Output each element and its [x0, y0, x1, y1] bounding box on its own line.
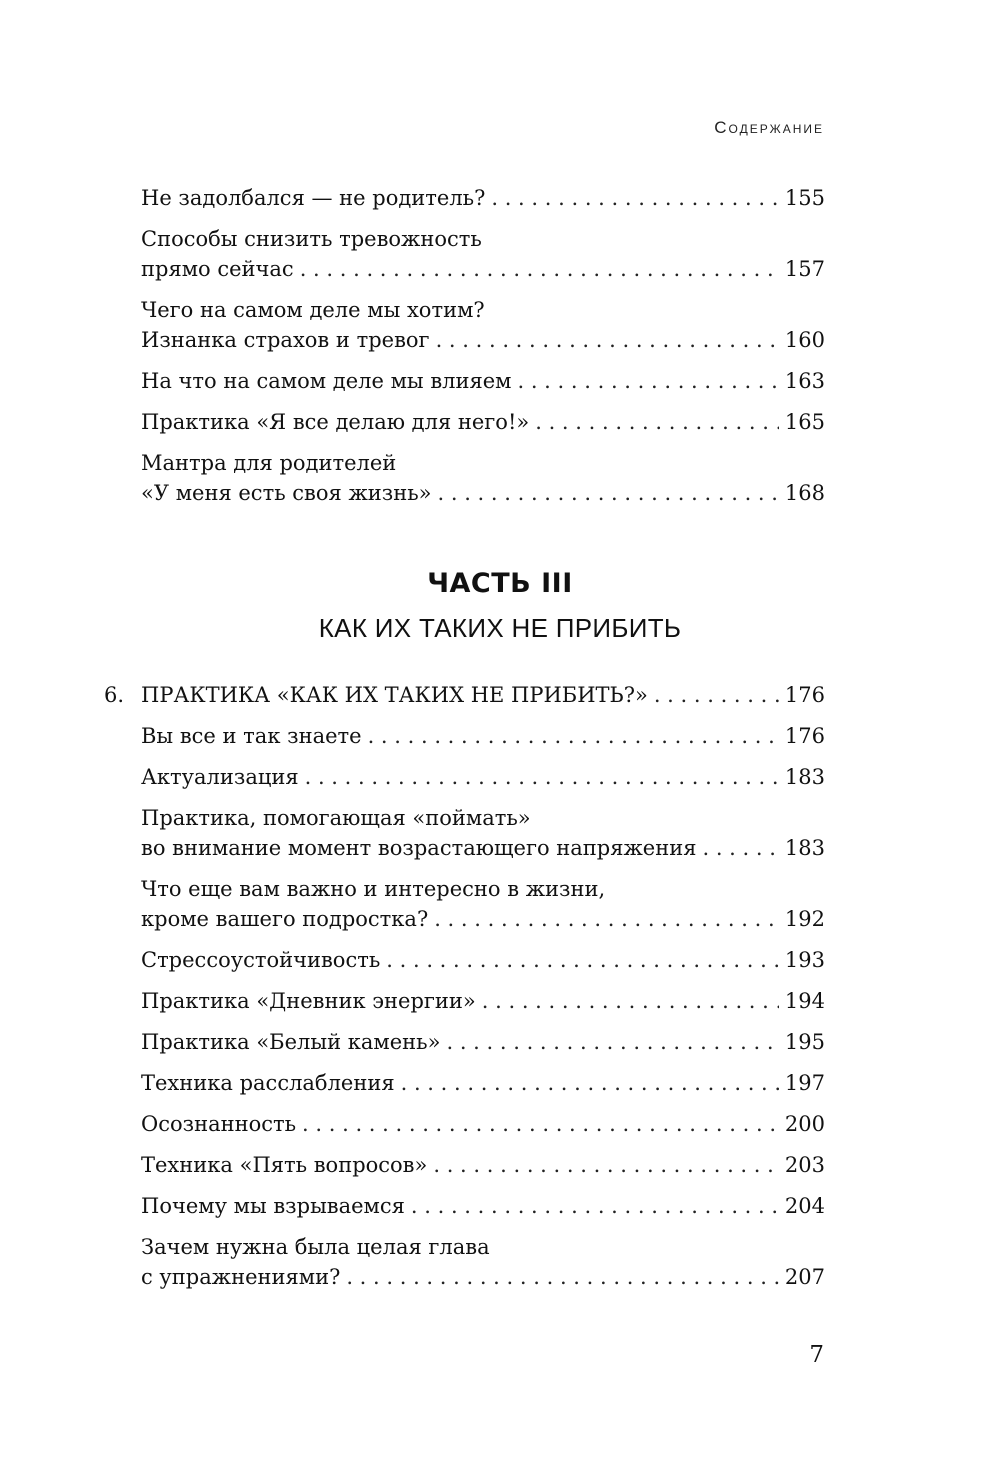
toc-entry-page: 165: [784, 410, 825, 434]
dot-leader: [654, 680, 779, 710]
toc-entry-page: 163: [784, 369, 825, 393]
chapter-title: ПРАКТИКА «КАК ИХ ТАКИХ НЕ ПРИБИТЬ?»: [141, 683, 648, 707]
toc-entry[interactable]: [141, 1109, 825, 1139]
chapter-page: 176: [784, 683, 825, 707]
part-heading: [0, 566, 1000, 646]
toc-entry-title-line: Способы снизить тревожность: [141, 227, 482, 251]
dot-leader: [482, 986, 779, 1016]
toc-entry[interactable]: [141, 721, 825, 751]
toc-entry-page: 183: [784, 836, 825, 860]
toc-entry[interactable]: [141, 407, 825, 437]
chapter-number: 6.: [104, 683, 125, 707]
toc-entry-page: 195: [784, 1030, 825, 1054]
dot-leader: [346, 1262, 779, 1292]
dot-leader: [302, 1109, 779, 1139]
toc-entry[interactable]: [141, 1150, 825, 1180]
toc-entry-page: 197: [784, 1071, 825, 1095]
toc-entry-title: Техника расслабления: [141, 1071, 395, 1095]
toc-section-top: [141, 183, 825, 519]
dot-leader: [305, 762, 779, 792]
toc-entry[interactable]: [141, 986, 825, 1016]
part-title: КАК ИХ ТАКИХ НЕ ПРИБИТЬ: [318, 613, 682, 643]
toc-entry[interactable]: [141, 1232, 825, 1292]
toc-entry-title-line: с упражнениями?: [141, 1265, 341, 1289]
dot-leader: [446, 1027, 778, 1057]
toc-entry-title-line: Практика, помогающая «поймать»: [141, 806, 531, 830]
dot-leader: [535, 407, 779, 437]
toc-entry-page: 155: [784, 186, 825, 210]
toc-entry[interactable]: [141, 448, 825, 508]
toc-entry[interactable]: [141, 803, 825, 863]
toc-entry-title-line: кроме вашего подростка?: [141, 907, 429, 931]
toc-entry[interactable]: [141, 945, 825, 975]
toc-entry-title: Стрессоустойчивость: [141, 948, 381, 972]
toc-entry[interactable]: [141, 1027, 825, 1057]
toc-entry-page: 168: [784, 481, 825, 505]
dot-leader: [368, 721, 779, 751]
dot-leader: [411, 1191, 779, 1221]
toc-entry[interactable]: [141, 762, 825, 792]
toc-section-bottom: [104, 680, 825, 1303]
dot-leader: [436, 325, 779, 355]
toc-entry-page: 203: [784, 1153, 825, 1177]
toc-entry[interactable]: [141, 183, 825, 213]
toc-entry-page: 176: [784, 724, 825, 748]
toc-entry-title: Почему мы взрываемся: [141, 1194, 405, 1218]
toc-entry-page: 194: [784, 989, 825, 1013]
toc-entry-page: 207: [784, 1265, 825, 1289]
dot-leader: [300, 254, 779, 284]
toc-entry[interactable]: [141, 295, 825, 355]
toc-entry-page: 193: [784, 948, 825, 972]
toc-entry[interactable]: [141, 366, 825, 396]
dot-leader: [491, 183, 779, 213]
toc-entry-title: Актуализация: [141, 765, 299, 789]
toc-entry[interactable]: [141, 1068, 825, 1098]
toc-entry[interactable]: [141, 1191, 825, 1221]
toc-entry-title: Осознанность: [141, 1112, 297, 1136]
toc-entry-title-line: Чего на самом деле мы хотим?: [141, 298, 485, 322]
toc-entry-title-line: во внимание момент возрастающего напряжения: [141, 836, 697, 860]
toc-entry-title: Не задолбался — не родитель?: [141, 186, 486, 210]
dot-leader: [517, 366, 778, 396]
running-head: Содержание: [714, 118, 824, 137]
toc-entry-page: 183: [784, 765, 825, 789]
toc-entry[interactable]: [141, 874, 825, 934]
dot-leader: [401, 1068, 779, 1098]
toc-entry-title-line: Что еще вам важно и интересно в жизни,: [141, 877, 606, 901]
toc-entry-page: 204: [784, 1194, 825, 1218]
toc-entry-title-line: Изнанка страхов и тревог: [141, 328, 430, 352]
toc-entry-page: 157: [784, 257, 825, 281]
dot-leader: [438, 478, 779, 508]
toc-entry-title: На что на самом деле мы влияем: [141, 369, 512, 393]
toc-chapter-entry[interactable]: [104, 680, 825, 710]
toc-entry-title-line: «У меня есть своя жизнь»: [141, 481, 432, 505]
dot-leader: [433, 1150, 779, 1180]
page-number: 7: [809, 1342, 824, 1368]
toc-entry-title: Практика «Белый камень»: [141, 1030, 441, 1054]
toc-entry-title-line: Мантра для родителей: [141, 451, 397, 475]
toc-entry-title: Вы все и так знаете: [141, 724, 362, 748]
dot-leader: [434, 904, 779, 934]
toc-entry-page: 192: [784, 907, 825, 931]
toc-entry[interactable]: [141, 224, 825, 284]
toc-entry-page: 200: [784, 1112, 825, 1136]
toc-entry-title: Техника «Пять вопросов»: [141, 1153, 428, 1177]
toc-entry-title: Практика «Дневник энергии»: [141, 989, 476, 1013]
part-label: ЧАСТЬ III: [427, 568, 573, 599]
dot-leader: [386, 945, 779, 975]
toc-entry-page: 160: [784, 328, 825, 352]
toc-entry-title-line: прямо сейчас: [141, 257, 294, 281]
toc-entry-title: Практика «Я все делаю для него!»: [141, 410, 530, 434]
dot-leader: [702, 833, 778, 863]
toc-entry-title-line: Зачем нужна была целая глава: [141, 1235, 490, 1259]
